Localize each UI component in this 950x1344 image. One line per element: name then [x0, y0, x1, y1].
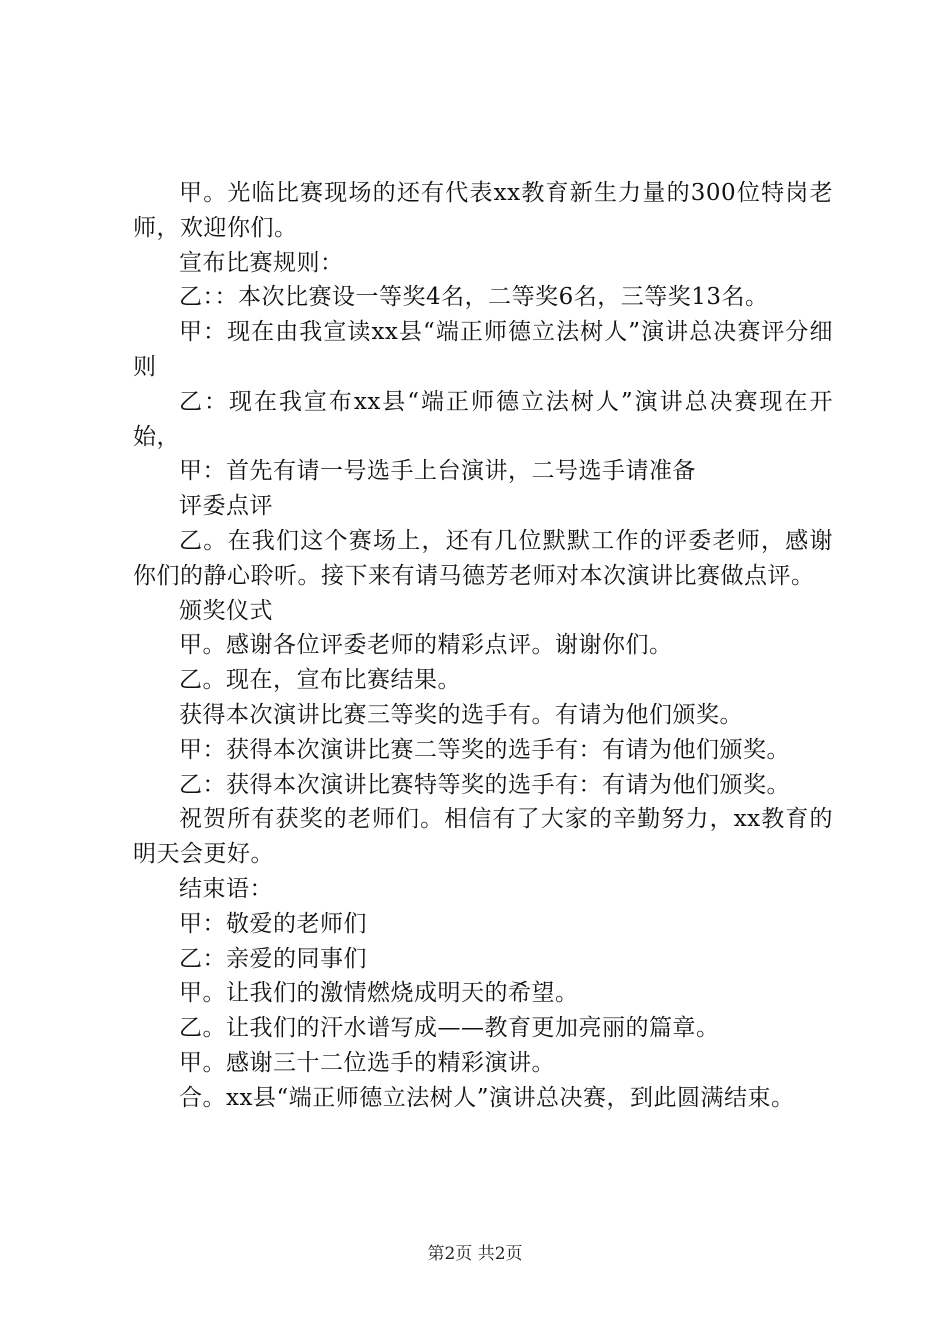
paragraph: 甲。感谢各位评委老师的精彩点评。谢谢你们。	[179, 632, 673, 659]
document-body	[133, 176, 833, 1116]
paragraph: 乙：获得本次演讲比赛特等奖的选手有：有请为他们颁奖。	[179, 771, 790, 798]
paragraph: 乙：：本次比赛设一等奖4名，二等奖6名，三等奖13名。	[179, 284, 769, 311]
page-number-footer: 第2页 共2页	[427, 1244, 523, 1264]
paragraph: 获得本次演讲比赛三等奖的选手有。有请为他们颁奖。	[179, 701, 743, 728]
paragraph: 甲：获得本次演讲比赛二等奖的选手有：有请为他们颁奖。	[179, 736, 790, 763]
paragraph: 乙：现在我宣布xx县“端正师德立法树人”演讲总决赛现在开始，	[133, 388, 833, 450]
paragraph: 甲：敬爱的老师们	[179, 910, 367, 937]
paragraph: 合。xx县“端正师德立法树人”演讲总决赛，到此圆满结束。	[179, 1084, 795, 1111]
section-heading: 评委点评	[179, 493, 273, 520]
paragraph: 甲。让我们的激情燃烧成明天的希望。	[179, 980, 579, 1007]
paragraph: 甲。光临比赛现场的还有代表xx教育新生力量的300位特岗老师，欢迎你们。	[133, 180, 833, 241]
paragraph: 宣布比赛规则：	[179, 249, 344, 276]
paragraph: 乙。让我们的汗水谱写成——教育更加亮丽的篇章。	[179, 1015, 720, 1042]
paragraph: 乙。在我们这个赛场上，还有几位默默工作的评委老师，感谢你们的静心聆听。接下来有请马德芳老师对本次演讲比赛做点评。	[133, 527, 833, 589]
paragraph: 甲：现在由我宣读xx县“端正师德立法树人”演讲总决赛评分细则	[133, 319, 833, 380]
section-heading: 颁奖仪式	[179, 597, 273, 624]
paragraph: 乙。现在，宣布比赛结果。	[179, 667, 461, 694]
paragraph: 乙：亲爱的同事们	[179, 945, 367, 972]
paragraph: 甲：首先有请一号选手上台演讲，二号选手请准备	[179, 458, 696, 485]
section-heading: 结束语：	[179, 875, 273, 902]
paragraph: 甲。感谢三十二位选手的精彩演讲。	[179, 1049, 555, 1076]
paragraph: 祝贺所有获奖的老师们。相信有了大家的辛勤努力，xx教育的明天会更好。	[133, 806, 833, 868]
